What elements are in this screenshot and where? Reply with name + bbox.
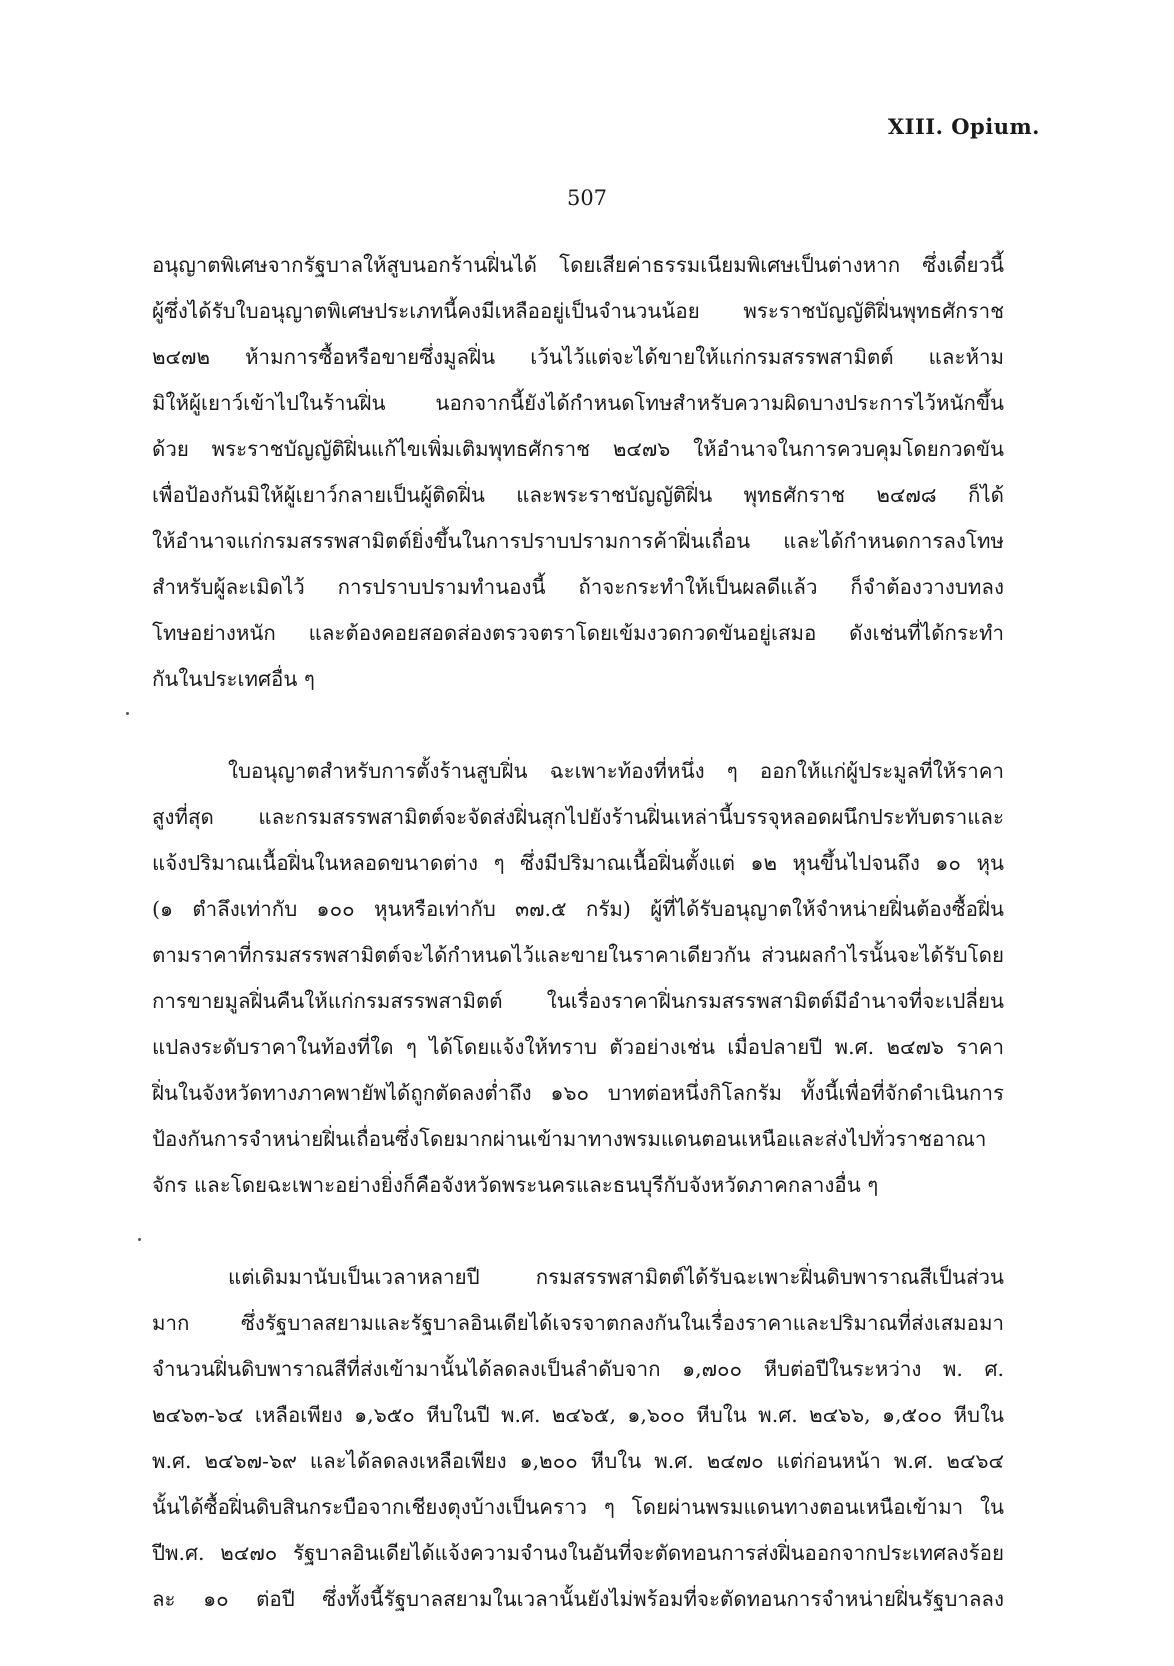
text-line: ให้อำนาจแก่กรมสรรพสามิตต์ยิ่งขึ้นในการปราบปรามการค้าฝิ่นเถื่อน และได้กำหนดการลงโทษ xyxy=(152,529,1004,553)
text-line: เพื่อป้องกันมิให้ผู้เยาว์กลายเป็นผู้ติดฝิ่น และพระราชบัญญัติฝิ่น พุทธศักราช ๒๔๗๘ ก็ได้ xyxy=(152,483,1004,507)
text-line: การขายมูลฝิ่นคืนให้แก่กรมสรรพสามิตต์ ในเรื่องราคาฝิ่นกรมสรรพสามิตต์มีอำนาจที่จะเปลี่ยน xyxy=(152,989,1004,1013)
paragraph-gap xyxy=(152,1208,1004,1254)
text-line: ผู้ซึ่งได้รับใบอนุญาตพิเศษประเภทนี้คงมีเหลืออยู่เป็นจำนวนน้อย พระราชบัญญัติฝิ่นพุทธศักราช xyxy=(152,299,1004,323)
text-line: ตามราคาที่กรมสรรพสามิตต์จะได้กำหนดไว้และขายในราคาเดียวกัน ส่วนผลกำไรนั้นจะได้รับโดย xyxy=(152,943,1004,967)
text-line: จักร และโดยฉะเพาะอย่างยิ่งก็คือจังหวัดพระนครและธนบุรีกับจังหวัดภาคกลางอื่น ๆ xyxy=(152,1173,879,1197)
text-line: แปลงระดับราคาในท้องที่ใด ๆ ได้โดยแจ้งให้ทราบ ตัวอย่างเช่น เมื่อปลายปี พ.ศ. ๒๔๗๖ ราคา xyxy=(152,1035,1004,1059)
text-line: ๒๔๖๓-๖๔ เหลือเพียง ๑,๖๕๐ หีบในปี พ.ศ. ๒๔๖๕, ๑,๖๐๐ หีบใน พ.ศ. ๒๔๖๖, ๑,๕๐๐ หีบใน xyxy=(152,1403,1004,1427)
page-number: 507 xyxy=(566,186,608,210)
text-line: โทษอย่างหนัก และต้องคอยสอดส่องตรวจตราโดยเข้มงวดกวดขันอยู่เสมอ ดังเช่นที่ได้กระทำ xyxy=(152,621,1004,645)
text-line: ป้องกันการจำหน่ายฝิ่นเถื่อนซึ่งโดยมากผ่านเข้ามาทางพรมแดนตอนเหนือและส่งไปทั่วราชอาณา xyxy=(152,1127,987,1151)
body-text xyxy=(152,242,1004,1622)
scan-speck xyxy=(138,1238,141,1241)
text-line: ๒๔๗๒ ห้ามการซื้อหรือขายซึ่งมูลฝิ่น เว้นไว้แต่จะได้ขายให้แก่กรมสรรพสามิตต์ และห้าม xyxy=(152,345,1004,369)
section-title: XIII. Opium. xyxy=(887,114,1040,139)
text-line: ละ ๑๐ ต่อปี ซึ่งทั้งนี้รัฐบาลสยามในเวลานั้นยังไม่พร้อมที่จะตัดทอนการจำหน่ายฝิ่นรัฐบาลลง xyxy=(152,1587,1004,1611)
text-line: ฝิ่นในจังหวัดทางภาคพายัพได้ถูกตัดลงต่ำถึง ๑๖๐ บาทต่อหนึ่งกิโลกรัม ทั้งนี้เพื่อที่จักดำเนินการ xyxy=(152,1081,1004,1105)
text-line: (๑ ตำลึงเท่ากับ ๑๐๐ หุนหรือเท่ากับ ๓๗.๕ กรัม) ผู้ที่ได้รับอนุญาตให้จำหน่ายฝิ่นต้องซื้อฝิ่น xyxy=(152,897,1004,921)
text-line: มาก ซึ่งรัฐบาลสยามและรัฐบาลอินเดียได้เจรจาตกลงกันในเรื่องราคาและปริมาณที่ส่งเสมอมา xyxy=(152,1311,1004,1335)
text-line: มิให้ผู้เยาว์เข้าไปในร้านฝิ่น นอกจากนี้ยังได้กำหนดโทษสำหรับความผิดบางประการไว้หนักขึ้น xyxy=(152,391,1004,415)
text-line: กันในประเทศอื่น ๆ xyxy=(152,667,315,691)
text-line: สำหรับผู้ละเมิดไว้ การปราบปรามทำนองนี้ ถ้าจะกระทำให้เป็นผลดีแล้ว ก็จำต้องวางบทลง xyxy=(152,575,1004,599)
text-line: แจ้งปริมาณเนื้อฝิ่นในหลอดขนาดต่าง ๆ ซึ่งมีปริมาณเนื้อฝิ่นตั้งแต่ ๑๒ หุนขึ้นไปจนถึง ๑๐ หุน xyxy=(152,851,1004,875)
text-line: ด้วย พระราชบัญญัติฝิ่นแก้ไขเพิ่มเติมพุทธศักราช ๒๔๗๖ ให้อำนาจในการควบคุมโดยกวดขัน xyxy=(152,437,1004,461)
text-line: พ.ศ. ๒๔๖๗-๖๙ และได้ลดลงเหลือเพียง ๑,๒๐๐ หีบใน พ.ศ. ๒๔๗๐ แต่ก่อนหน้า พ.ศ. ๒๔๖๔ xyxy=(152,1449,1004,1473)
text-line: นั้นได้ซื้อฝิ่นดิบสินกระบือจากเชียงตุงบ้างเป็นคราว ๆ โดยผ่านพรมแดนทางตอนเหนือเข้ามา ใน xyxy=(152,1495,1004,1519)
text-line: ปีพ.ศ. ๒๔๗๐ รัฐบาลอินเดียได้แจ้งความจำนงในอันที่จะตัดทอนการส่งฝิ่นออกจากประเทศลงร้อย xyxy=(152,1541,1004,1565)
paragraph-gap xyxy=(152,702,1004,748)
scan-speck xyxy=(126,712,129,715)
text-line: ใบอนุญาตสำหรับการตั้งร้านสูบฝิ่น ฉะเพาะท้องที่หนึ่ง ๆ ออกให้แก่ผู้ประมูลที่ให้ราคา xyxy=(228,759,1004,783)
text-line: จำนวนฝิ่นดิบพาราณสีที่ส่งเข้ามานั้นได้ลดลงเป็นลำดับจาก ๑,๗๐๐ หีบต่อปีในระหว่าง พ. ศ. xyxy=(152,1357,1004,1381)
text-line: อนุญาตพิเศษจากรัฐบาลให้สูบนอกร้านฝิ่นได้ โดยเสียค่าธรรมเนียมพิเศษเป็นต่างหาก ซึ่งเดี๋ยวนี้ xyxy=(152,253,1004,277)
text-line: แต่เดิมมานับเป็นเวลาหลายปี กรมสรรพสามิตต์ได้รับฉะเพาะฝิ่นดิบพาราณสีเป็นส่วน xyxy=(228,1265,1004,1289)
text-line: สูงที่สุด และกรมสรรพสามิตต์จะจัดส่งฝิ่นสุกไปยังร้านฝิ่นเหล่านี้บรรจุหลอดผนึกประทับตราและ xyxy=(152,805,1004,829)
